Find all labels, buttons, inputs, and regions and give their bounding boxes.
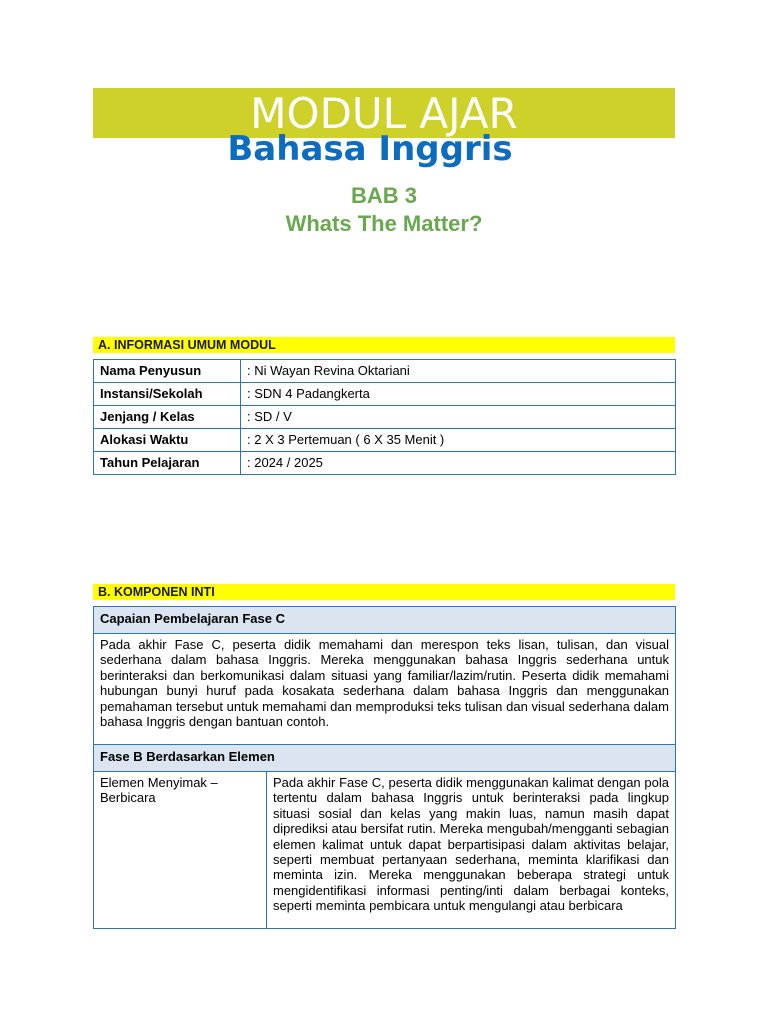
info-label: Alokasi Waktu	[94, 429, 241, 452]
table-row	[94, 360, 676, 383]
info-label: Instansi/Sekolah	[94, 383, 241, 406]
info-label: Tahun Pelajaran	[94, 452, 241, 475]
table-row	[94, 607, 676, 634]
info-value: : 2024 / 2025	[241, 452, 676, 475]
general-info-table	[93, 359, 676, 475]
capaian-text: Pada akhir Fase C, peserta didik memahami dan merespon teks lisan, tulisan, dan visual sederhana dalam bahasa Inggris. Mereka menggunakan bahasa Inggris sederhana untuk berinteraksi dan berkomunikasi dalam situasi yang familiar/lazim/rutin. Peserta didik memahami hubungan bunyi huruf pada kosakata sederhana dalam bahasa Inggris dan menggunakan pemahaman tersebut untuk memahami dan memproduksi teks tulisan dan visual sederhana dalam bahasa Inggris dengan bantuan contoh.	[94, 634, 676, 745]
element-label: Elemen Menyimak – Berbicara	[94, 772, 267, 929]
capaian-heading: Capaian Pembelajaran Fase C	[94, 607, 676, 634]
info-label: Nama Penyusun	[94, 360, 241, 383]
table-row	[94, 634, 676, 745]
table-row	[94, 772, 676, 929]
fase-heading: Fase B Berdasarkan Elemen	[94, 745, 676, 772]
subject-title: Bahasa Inggris	[227, 129, 513, 169]
table-row	[94, 406, 676, 429]
chapter-title: Whats The Matter?	[285, 211, 483, 236]
table-row	[94, 383, 676, 406]
info-value: : SDN 4 Padangkerta	[241, 383, 676, 406]
info-value: : SD / V	[241, 406, 676, 429]
info-label: Jenjang / Kelas	[94, 406, 241, 429]
table-row	[94, 745, 676, 772]
element-text: Pada akhir Fase C, peserta didik menggunakan kalimat dengan pola tertentu dalam bahasa Inggris untuk berinteraksi pada lingkup situasi sosial dan kelas yang makin luas, namun masih dapat diprediksi atau bersifat rutin. Mereka mengubah/mengganti sebagian elemen kalimat untuk dapat berpartisipasi dalam aktivitas belajar, seperti membuat pertanyaan sederhana, meminta klarifikasi dan meminta izin. Mereka menggunakan beberapa strategi untuk mengidentifikasi informasi penting/inti dalam berbagai konteks, seperti meminta pembicara untuk mengulangi atau berbicara	[267, 772, 676, 929]
table-row	[94, 452, 676, 475]
chapter-number: BAB 3	[350, 183, 417, 208]
section-a-heading: A. INFORMASI UMUM MODUL	[93, 337, 675, 353]
section-b-heading: B. KOMPONEN INTI	[93, 584, 675, 600]
table-row	[94, 429, 676, 452]
info-value: : Ni Wayan Revina Oktariani	[241, 360, 676, 383]
module-title: MODUL AJAR	[250, 89, 518, 138]
info-value: : 2 X 3 Pertemuan ( 6 X 35 Menit )	[241, 429, 676, 452]
core-component-table	[93, 606, 676, 929]
